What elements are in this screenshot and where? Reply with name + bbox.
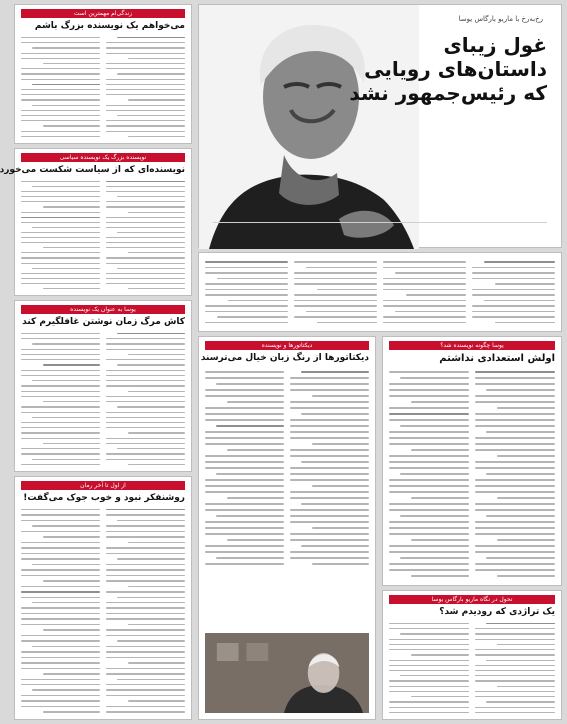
article-title: اولش استعدادی نداشتم bbox=[439, 353, 555, 364]
portrait-photo-small bbox=[205, 633, 369, 713]
article-card-left-1 bbox=[14, 4, 192, 144]
article-body bbox=[21, 181, 185, 289]
hero-section bbox=[198, 4, 562, 248]
article-card-right-1 bbox=[382, 336, 562, 586]
lead-body bbox=[205, 261, 555, 323]
article-title: نویسنده‌ای که از سیاست شکست می‌خورد bbox=[0, 165, 185, 175]
article-card-left-2 bbox=[0, 148, 192, 296]
article-card-left-3 bbox=[14, 300, 192, 472]
article-title: دیکتاتورها از رنگ زبان خیال می‌ترسند bbox=[200, 353, 369, 363]
section-tag: دیکتاتورها و نویسنده bbox=[205, 341, 369, 350]
section-tag: از اول تا آخر رمان bbox=[21, 481, 185, 490]
article-card-middle bbox=[198, 336, 376, 720]
section-tag: یوسا به عنوان یک نویسنده bbox=[21, 305, 185, 314]
article-body bbox=[21, 37, 185, 137]
article-body bbox=[205, 371, 369, 629]
hero-title: غول زیبای داستان‌های رویایی که رئیس‌جمهور نشد bbox=[349, 33, 547, 105]
section-tag: تحول در نگاه ماریو بارگاس یوسا bbox=[389, 595, 555, 604]
article-body bbox=[21, 333, 185, 465]
section-tag: یوسا چگونه نویسنده شد؟ bbox=[389, 341, 555, 350]
article-title: می‌خواهم یک نویسنده بزرگ باشم bbox=[34, 21, 185, 31]
hero-divider bbox=[213, 222, 547, 239]
article-card-left-4 bbox=[14, 476, 192, 720]
section-tag: نویسنده بزرگ یک نویسنده سیاسی bbox=[21, 153, 185, 162]
article-body bbox=[21, 509, 185, 713]
article-card-right-2 bbox=[382, 590, 562, 720]
article-title: کاش مرگ زمان نوشتن غافلگیرم کند bbox=[22, 317, 185, 327]
lead-text bbox=[198, 252, 562, 332]
article-title: یک تراژدی که رودیدم شد؟ bbox=[439, 607, 555, 617]
article-body bbox=[389, 623, 555, 713]
article-title: روشنفکر نبود و خوب جوک می‌گفت! bbox=[23, 493, 185, 503]
section-tag: زندگی‌ام مهمترین است bbox=[21, 9, 185, 18]
article-body bbox=[389, 371, 555, 579]
hero-kicker: رخ‌به‌رخ با ماریو بارگاس یوسا bbox=[458, 15, 543, 23]
